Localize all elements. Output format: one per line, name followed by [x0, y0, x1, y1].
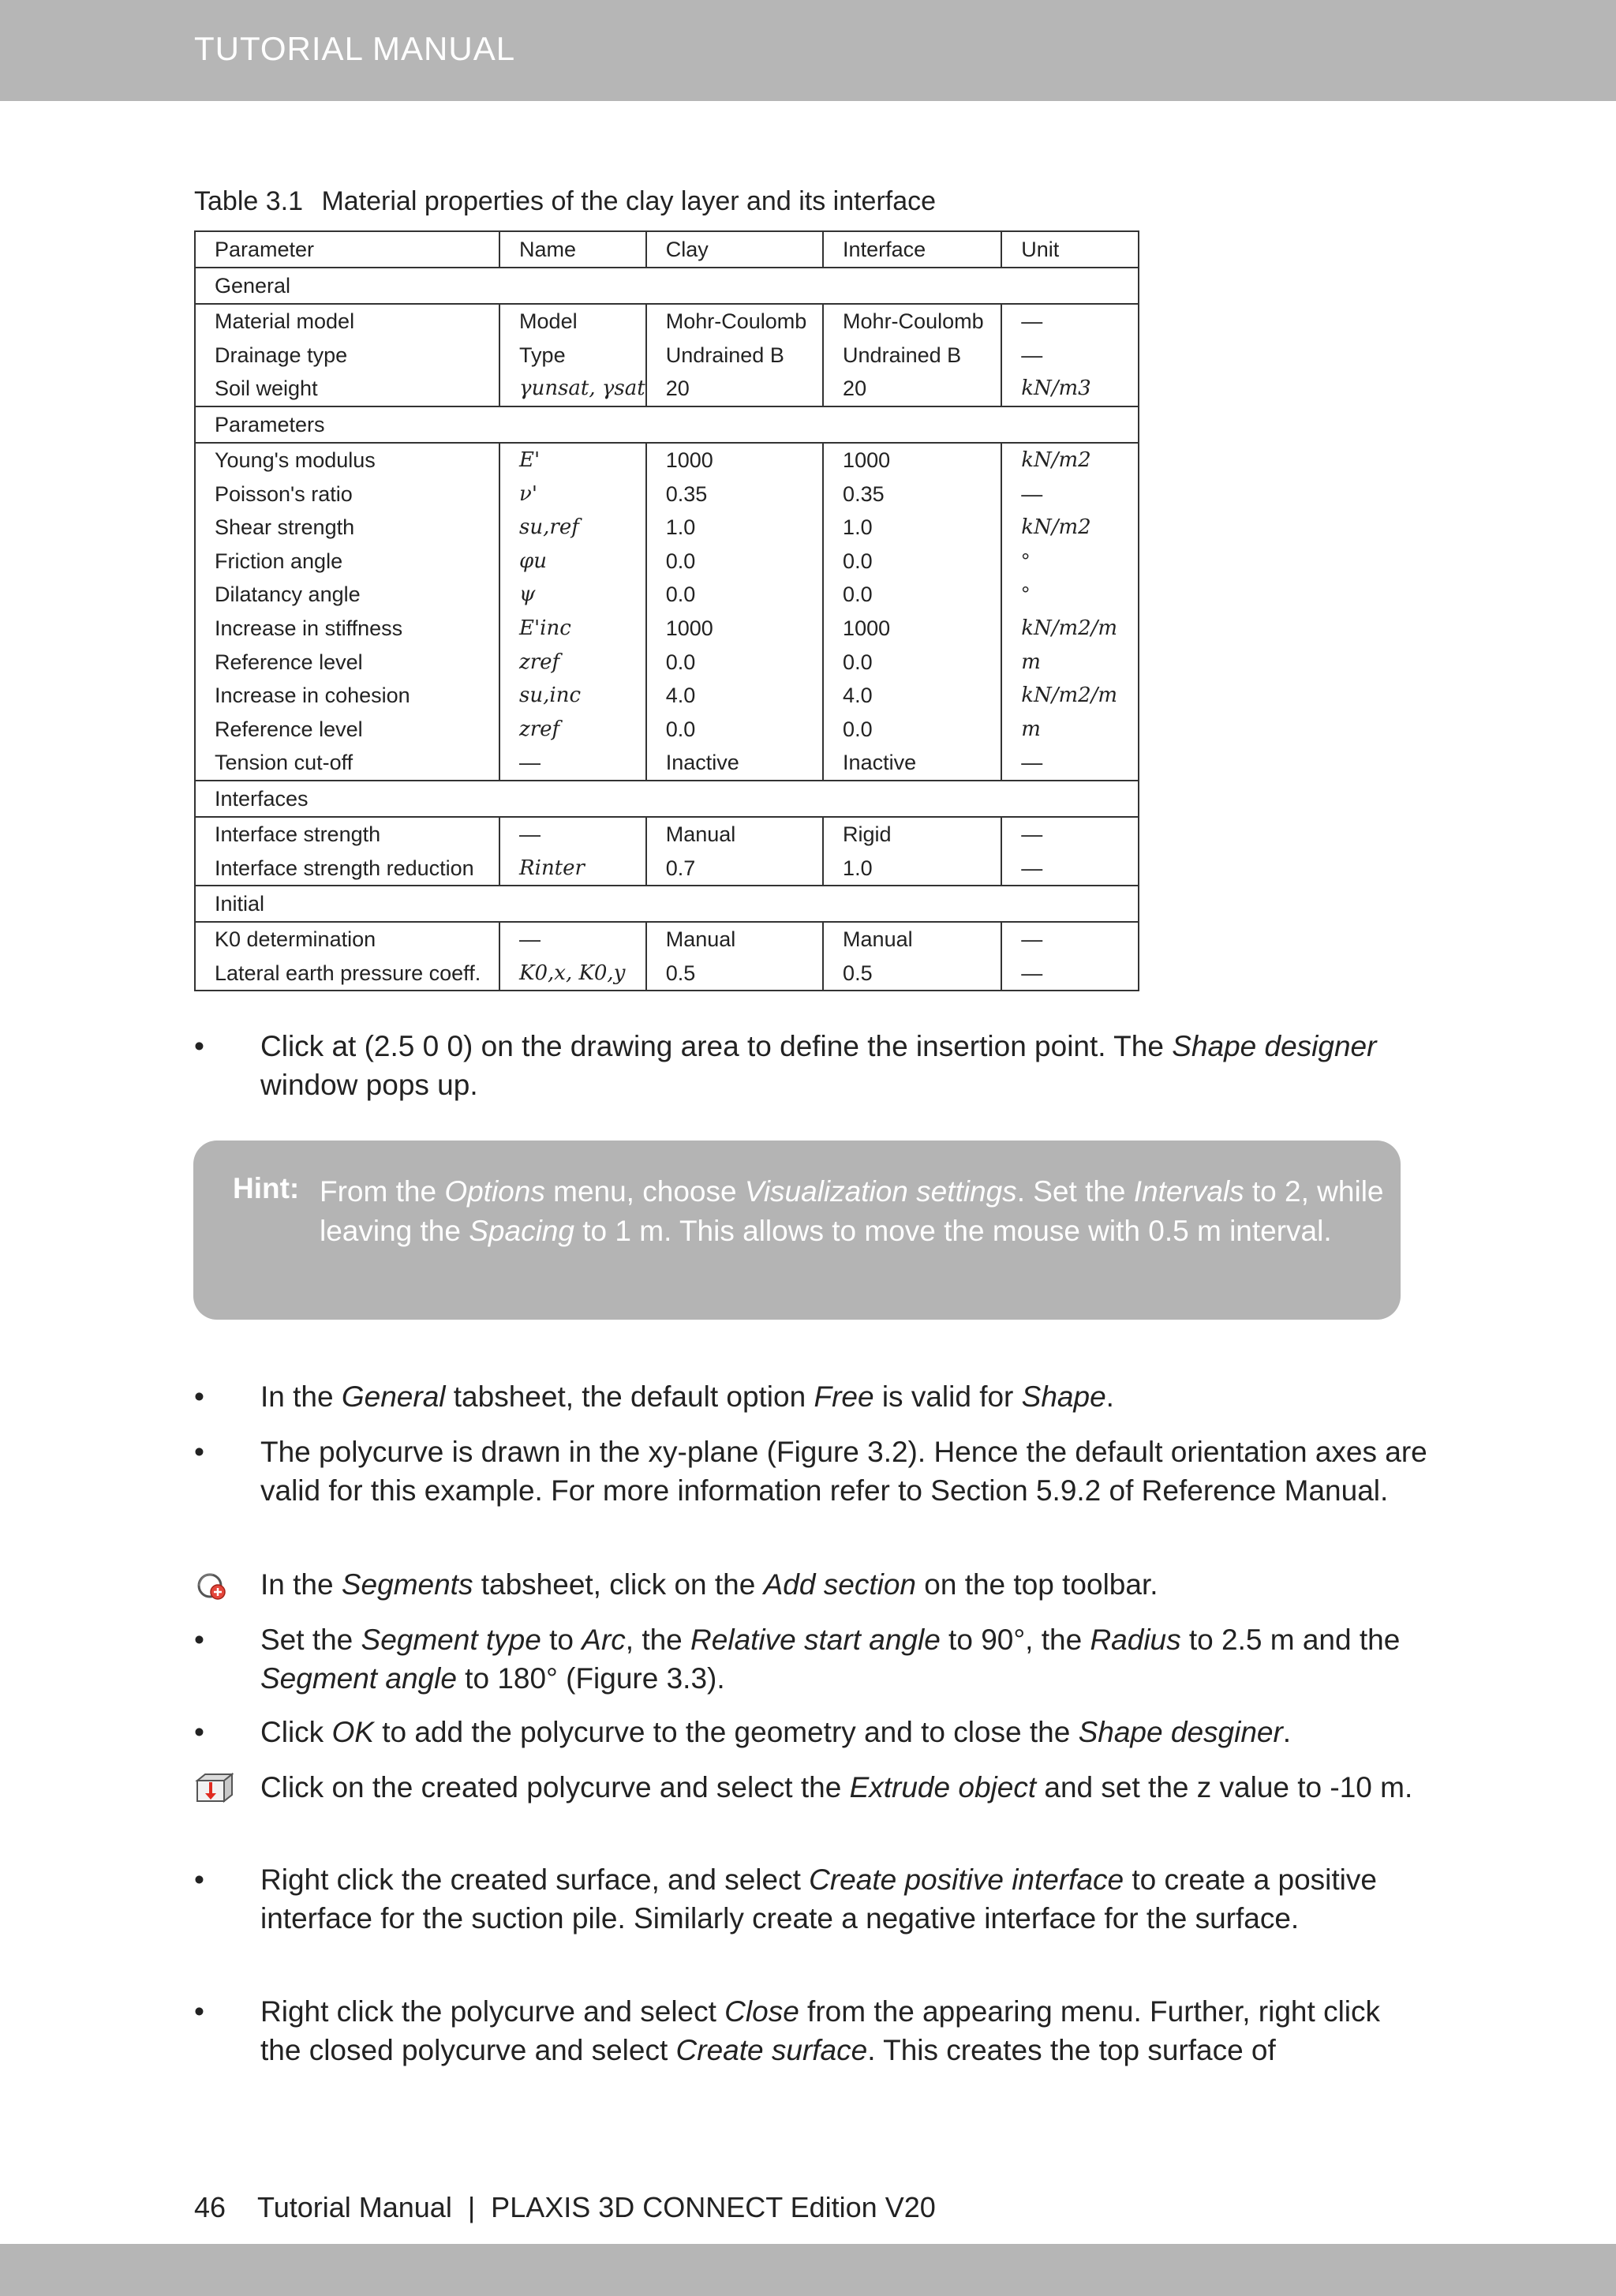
- table-header-row: [195, 231, 1139, 268]
- table-cell: 0.0: [646, 545, 823, 579]
- table-cell-unit: kN/m2/m: [1001, 612, 1139, 646]
- section-row-general: [195, 268, 1139, 304]
- page-number: 46: [194, 2191, 226, 2223]
- table-cell: —: [499, 817, 646, 852]
- table-cell: Increase in cohesion: [195, 679, 499, 713]
- table-row: [195, 443, 1139, 478]
- table-cell: Mohr-Coulomb: [646, 304, 823, 339]
- table-cell: °: [1001, 578, 1139, 612]
- table-cell: Mohr-Coulomb: [823, 304, 1001, 339]
- table-cell: 0.0: [823, 545, 1001, 579]
- table-row: [195, 477, 1139, 511]
- section-row-parameters: [195, 406, 1139, 443]
- table-cell-symbol: zref: [499, 713, 646, 747]
- table-cell: Shear strength: [195, 511, 499, 545]
- bullet: •: [194, 1995, 204, 2028]
- list-item-text: In the Segments tabsheet, click on the Add section on the top toolbar.: [260, 1568, 1158, 1601]
- table-cell: —: [1001, 304, 1139, 339]
- table-cell: 1000: [823, 612, 1001, 646]
- table-cell: Type: [499, 339, 646, 373]
- table-row: [195, 817, 1139, 852]
- list-item-text: Right click the polycurve and select Close from the appearing menu. Further, right click the closed polycurve and select Create surface. This creates the top surface of: [260, 1995, 1381, 2066]
- table-cell: Dilatancy angle: [195, 578, 499, 612]
- table-row: [195, 922, 1139, 957]
- bullet: •: [194, 1030, 204, 1062]
- bullet: •: [194, 1436, 204, 1468]
- bullet: •: [194, 1380, 204, 1413]
- table-cell: Interface strength: [195, 817, 499, 852]
- section-row-initial: [195, 886, 1139, 922]
- table-cell: 1.0: [823, 851, 1001, 886]
- column-header: Name: [499, 231, 646, 268]
- table-cell: —: [1001, 957, 1139, 991]
- table-cell-unit: kN/m2: [1001, 443, 1139, 478]
- table-cell: 1.0: [823, 511, 1001, 545]
- table-cell: 0.0: [823, 713, 1001, 747]
- table-row: [195, 304, 1139, 339]
- table-cell: 1.0: [646, 511, 823, 545]
- table-cell: Undrained B: [646, 339, 823, 373]
- table-cell: Manual: [646, 817, 823, 852]
- table-cell: 0.0: [646, 713, 823, 747]
- section-label: General: [195, 268, 1139, 304]
- table-caption: [194, 186, 936, 217]
- table-row: [195, 746, 1139, 781]
- section-label: Parameters: [195, 406, 1139, 443]
- table-cell: 0.0: [823, 645, 1001, 679]
- table-cell: Lateral earth pressure coeff.: [195, 957, 499, 991]
- table-cell: Inactive: [646, 746, 823, 781]
- table-cell: Manual: [646, 922, 823, 957]
- table-caption-text: Material properties of the clay layer and its interface: [321, 186, 937, 216]
- table-cell-symbol: K0,x, K0,y: [499, 957, 646, 991]
- column-header: Parameter: [195, 231, 499, 268]
- hint-box: [193, 1141, 1401, 1320]
- table-cell-symbol: Rinter: [499, 851, 646, 886]
- table-cell-symbol: ψ: [499, 578, 646, 612]
- table-cell: 0.7: [646, 851, 823, 886]
- table-cell-symbol: E'inc: [499, 612, 646, 646]
- table-cell: Increase in stiffness: [195, 612, 499, 646]
- table-cell: Reference level: [195, 713, 499, 747]
- table-row: [195, 545, 1139, 579]
- bullet: •: [194, 1716, 204, 1748]
- table-cell-unit: kN/m2/m: [1001, 679, 1139, 713]
- table-cell: —: [1001, 922, 1139, 957]
- table-cell-unit: kN/m2: [1001, 511, 1139, 545]
- table-row: [195, 645, 1139, 679]
- table-cell: Undrained B: [823, 339, 1001, 373]
- table-cell: Model: [499, 304, 646, 339]
- table-cell: —: [1001, 477, 1139, 511]
- table-cell-symbol: E': [499, 443, 646, 478]
- column-header: Interface: [823, 231, 1001, 268]
- table-cell: Manual: [823, 922, 1001, 957]
- list-item-text: In the General tabsheet, the default option Free is valid for Shape.: [260, 1380, 1114, 1413]
- table-cell: Reference level: [195, 645, 499, 679]
- hint-text: From the Options menu, choose Visualization settings. Set the Intervals to 2, while leaving the Spacing to 1 m. This allows to move the mouse with 0.5 m interval.: [320, 1175, 1384, 1247]
- header-title: TUTORIAL MANUAL: [194, 30, 516, 67]
- table-cell: 4.0: [823, 679, 1001, 713]
- table-cell: 0.35: [646, 477, 823, 511]
- section-row-interfaces: [195, 781, 1139, 817]
- table-cell: —: [499, 746, 646, 781]
- table-cell: 1000: [823, 443, 1001, 478]
- table-row: [195, 339, 1139, 373]
- table-cell-unit: kN/m3: [1001, 372, 1139, 406]
- table-cell-unit: m: [1001, 645, 1139, 679]
- table-row: [195, 612, 1139, 646]
- table-cell-symbol: su,ref: [499, 511, 646, 545]
- extrude-icon: [194, 1771, 232, 1806]
- table-cell-symbol: γunsat, γsat: [499, 372, 646, 406]
- table-cell-symbol: su,inc: [499, 679, 646, 713]
- table-cell-symbol: ν': [499, 477, 646, 511]
- material-properties-table: [194, 230, 1139, 991]
- table-cell: Inactive: [823, 746, 1001, 781]
- table-cell: 0.0: [646, 645, 823, 679]
- list-item-text: Click on the created polycurve and select the Extrude object and set the z value to -10 m.: [260, 1771, 1413, 1803]
- table-cell: K0 determination: [195, 922, 499, 957]
- table-cell: Rigid: [823, 817, 1001, 852]
- table-cell: —: [1001, 817, 1139, 852]
- table-cell: —: [1001, 746, 1139, 781]
- table-cell: Soil weight: [195, 372, 499, 406]
- table-cell: Material model: [195, 304, 499, 339]
- table-row: [195, 957, 1139, 991]
- hint-label: Hint:: [233, 1172, 300, 1204]
- table-cell-symbol: φu: [499, 545, 646, 579]
- table-cell: 0.0: [823, 578, 1001, 612]
- bullet: •: [194, 1863, 204, 1896]
- table-cell: Poisson's ratio: [195, 477, 499, 511]
- table-cell: °: [1001, 545, 1139, 579]
- table-cell: 0.35: [823, 477, 1001, 511]
- table-cell: 4.0: [646, 679, 823, 713]
- table-cell: —: [1001, 851, 1139, 886]
- table-row: [195, 511, 1139, 545]
- table-cell: 0.5: [823, 957, 1001, 991]
- table-cell: 20: [646, 372, 823, 406]
- table-cell: Tension cut-off: [195, 746, 499, 781]
- table-row: [195, 713, 1139, 747]
- list-item-text: Right click the created surface, and select Create positive interface to create a positive interface for the suction pile. Similarly create a negative interface for the surface.: [260, 1863, 1377, 1935]
- table-cell: —: [1001, 339, 1139, 373]
- section-label: Interfaces: [195, 781, 1139, 817]
- table-cell: 0.0: [646, 578, 823, 612]
- table-row: [195, 851, 1139, 886]
- table-cell: Drainage type: [195, 339, 499, 373]
- list-item-text: The polycurve is drawn in the xy-plane (Figure 3.2). Hence the default orientation axes are valid for this example. For more information refer to Section 5.9.2 of Reference Manual.: [260, 1436, 1427, 1507]
- footer-title: Tutorial Manual | PLAXIS 3D CONNECT Edition V20: [257, 2191, 936, 2223]
- list-item-text: Set the Segment type to Arc, the Relative start angle to 90°, the Radius to 2.5 m and the Segment angle to 180° (Figure 3.3).: [260, 1624, 1401, 1695]
- add-section-icon: [194, 1568, 232, 1603]
- footer-bar: [0, 2244, 1616, 2296]
- table-row: [195, 679, 1139, 713]
- table-cell: 0.5: [646, 957, 823, 991]
- column-header: Clay: [646, 231, 823, 268]
- table-row: [195, 578, 1139, 612]
- section-label: Initial: [195, 886, 1139, 922]
- column-header: Unit: [1001, 231, 1139, 268]
- table-cell: 1000: [646, 443, 823, 478]
- bullet: •: [194, 1624, 204, 1656]
- list-item-text: Click at (2.5 0 0) on the drawing area to define the insertion point. The Shape designer window pops up.: [260, 1030, 1377, 1101]
- footer: [194, 2191, 936, 2224]
- table-caption-number: Table 3.1: [194, 186, 303, 216]
- table-cell: —: [499, 922, 646, 957]
- table-row: [195, 372, 1139, 406]
- table-cell: Young's modulus: [195, 443, 499, 478]
- table-cell: 1000: [646, 612, 823, 646]
- table-cell: Friction angle: [195, 545, 499, 579]
- list-item-text: Click OK to add the polycurve to the geometry and to close the Shape desginer.: [260, 1716, 1292, 1748]
- table-cell-unit: m: [1001, 713, 1139, 747]
- table-cell-symbol: zref: [499, 645, 646, 679]
- table-cell: Interface strength reduction: [195, 851, 499, 886]
- table-cell: 20: [823, 372, 1001, 406]
